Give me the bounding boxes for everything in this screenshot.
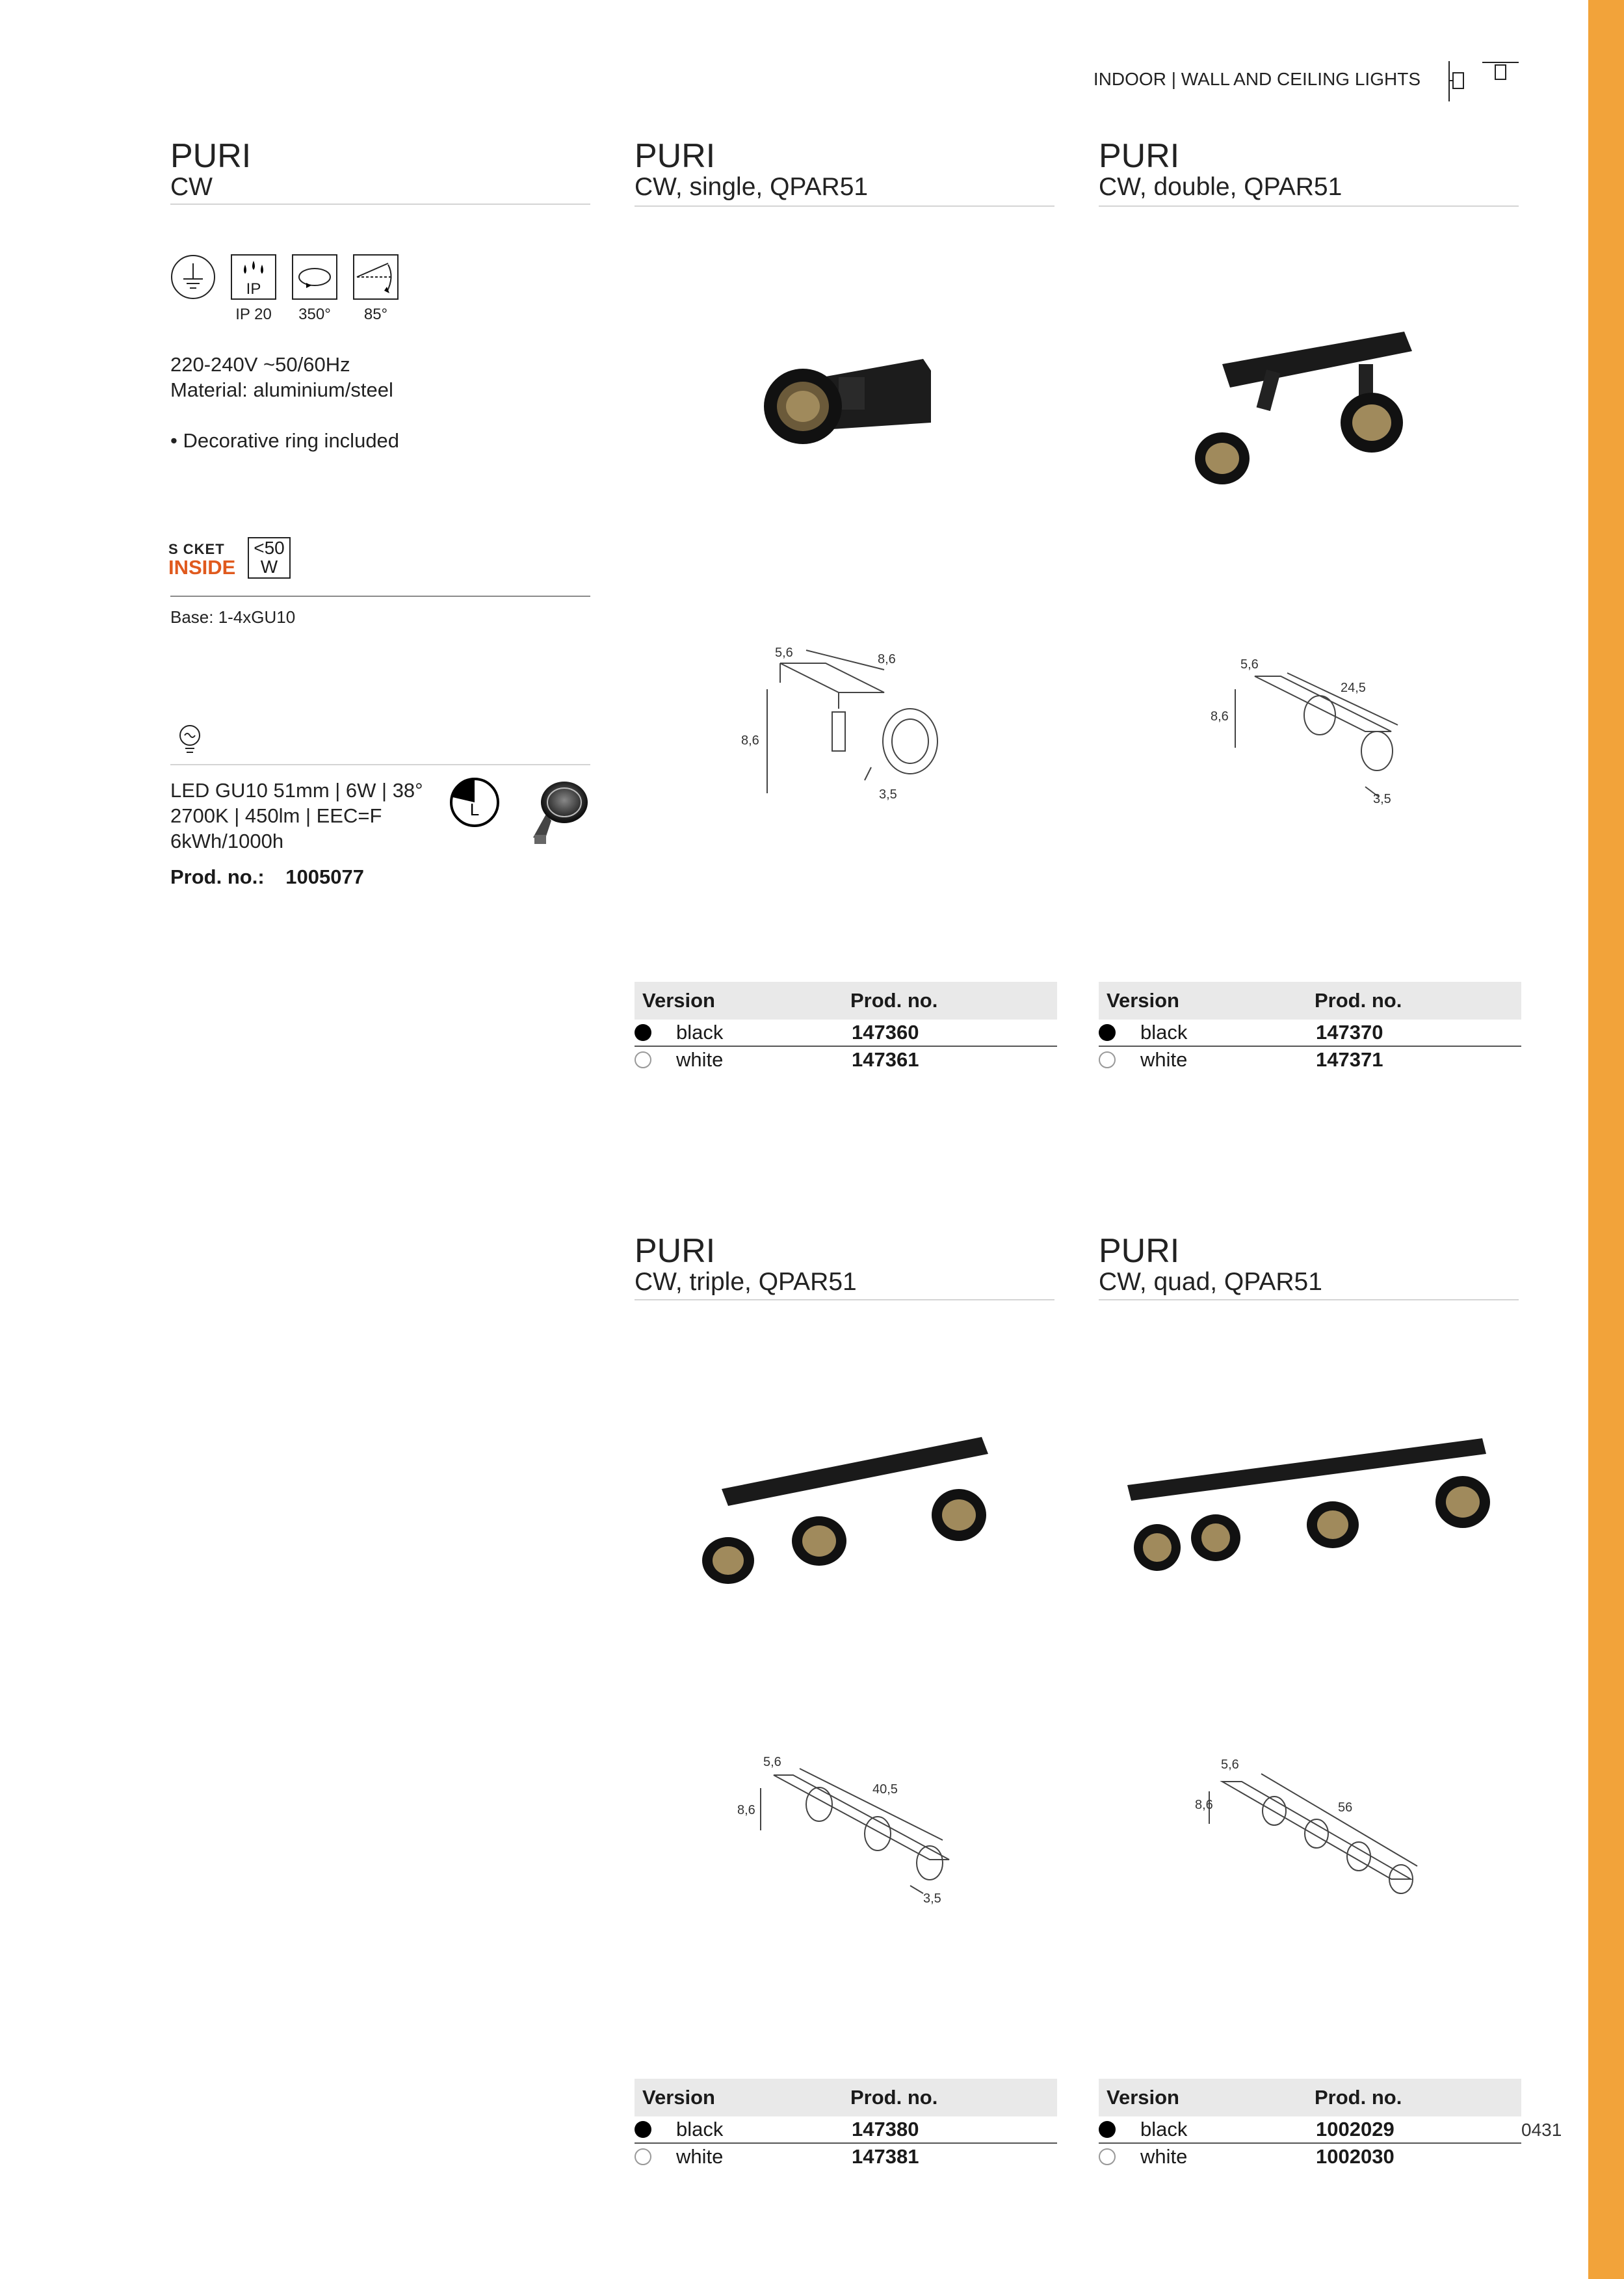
accent-side-bar xyxy=(1588,0,1624,2279)
dim-label: 5,6 xyxy=(775,646,793,660)
product-title: PURI xyxy=(635,1232,716,1270)
table-row: white 147361 xyxy=(635,1047,1057,1073)
socket-inside-logo: S CKET INSIDE xyxy=(168,541,236,579)
prod-no-value: 1005077 xyxy=(285,865,364,888)
product-heading xyxy=(1099,139,1342,200)
color-swatch-white xyxy=(1099,1051,1116,1068)
product-photo-triple xyxy=(696,1430,995,1593)
product-heading xyxy=(635,139,868,200)
tilt-icon xyxy=(353,254,399,300)
svg-text:8,6: 8,6 xyxy=(1211,709,1229,724)
product-heading xyxy=(1099,1234,1322,1295)
divider xyxy=(635,1299,1054,1300)
base-text: Base: 1-4xGU10 xyxy=(170,607,296,627)
dimension-drawing-quad xyxy=(1190,1749,1430,1912)
bulb-icon xyxy=(177,724,203,756)
table-row: white 1002030 xyxy=(1099,2144,1521,2170)
svg-text:5,6: 5,6 xyxy=(1221,1758,1239,1772)
svg-text:L: L xyxy=(469,800,480,819)
svg-text:8,6: 8,6 xyxy=(1195,1798,1213,1812)
table-header: Version Prod. no. xyxy=(1099,2079,1521,2116)
lamp-spec-3: 6kWh/1000h xyxy=(170,830,284,852)
feature-text: • Decorative ring included xyxy=(170,429,400,452)
table-row: black 147370 xyxy=(1099,1020,1521,1047)
rotation-icon xyxy=(292,254,337,300)
dim-label: 8,6 xyxy=(878,652,896,666)
page-number: 0431 xyxy=(1521,2120,1562,2140)
svg-text:3,5: 3,5 xyxy=(923,1891,941,1906)
divider xyxy=(1099,205,1519,207)
lamp-spec-2: 2700K | 450lm | EEC=F xyxy=(170,804,382,827)
table-row: white 147371 xyxy=(1099,1047,1521,1073)
protection-class-icon xyxy=(170,254,216,300)
color-swatch-white xyxy=(1099,2148,1116,2165)
divider xyxy=(635,205,1054,207)
dim-label: 3,5 xyxy=(879,787,897,802)
table-row: black 147360 xyxy=(635,1020,1057,1047)
dim-label: 8,6 xyxy=(741,733,759,748)
intro-heading xyxy=(170,139,251,200)
divider xyxy=(170,596,590,597)
version-table xyxy=(635,982,1057,1073)
product-title: PURI xyxy=(635,137,716,175)
product-title: PURI xyxy=(1099,137,1180,175)
svg-text:56: 56 xyxy=(1338,1800,1353,1815)
color-swatch-black xyxy=(1099,2121,1116,2138)
tilt-label: 85° xyxy=(363,306,388,323)
ceiling-light-icon xyxy=(1481,60,1520,86)
divider xyxy=(170,764,590,765)
svg-text:3,5: 3,5 xyxy=(1373,792,1391,806)
product-subtitle: CW, triple, QPAR51 xyxy=(635,1268,857,1296)
spec-material: Material: aluminium/steel xyxy=(170,378,393,401)
dimension-drawing-triple xyxy=(735,1749,962,1912)
product-subtitle: CW, double, QPAR51 xyxy=(1099,173,1342,201)
svg-text:5,6: 5,6 xyxy=(1240,657,1259,672)
beam-angle-icon xyxy=(449,775,501,830)
product-title: PURI xyxy=(1099,1232,1180,1270)
version-table xyxy=(635,2079,1057,2170)
table-row: white 147381 xyxy=(635,2144,1057,2170)
product-photo-single xyxy=(761,351,936,462)
svg-text:8,6: 8,6 xyxy=(737,1803,755,1817)
table-header: Version Prod. no. xyxy=(1099,982,1521,1020)
divider xyxy=(1099,1299,1519,1300)
version-table xyxy=(1099,2079,1521,2170)
svg-text:40,5: 40,5 xyxy=(872,1782,898,1797)
max-watt-box: <50 W xyxy=(248,537,291,579)
ip-label: IP 20 xyxy=(235,306,272,323)
prod-no-row xyxy=(170,865,364,889)
page-subtitle: CW xyxy=(170,173,213,201)
category-label: INDOOR | WALL AND CEILING LIGHTS xyxy=(1093,69,1421,89)
product-subtitle: CW, single, QPAR51 xyxy=(635,173,869,201)
product-subtitle: CW, quad, QPAR51 xyxy=(1099,1268,1322,1296)
color-swatch-white xyxy=(635,1051,651,1068)
table-row: black 1002029 xyxy=(1099,2116,1521,2144)
rotation-label: 350° xyxy=(298,306,331,323)
version-table xyxy=(1099,982,1521,1073)
product-photo-double xyxy=(1183,325,1424,494)
dimension-drawing-single xyxy=(735,637,956,806)
divider xyxy=(170,204,590,205)
svg-text:24,5: 24,5 xyxy=(1341,681,1366,695)
dimension-drawing-double xyxy=(1203,650,1417,813)
table-header: Version Prod. no. xyxy=(635,982,1057,1020)
spec-voltage: 220-240V ~50/60Hz xyxy=(170,353,350,376)
gu10-lamp-photo xyxy=(520,775,592,847)
prod-no-label: Prod. no.: xyxy=(170,865,265,888)
svg-text:5,6: 5,6 xyxy=(763,1755,781,1769)
table-header: Version Prod. no. xyxy=(635,2079,1057,2116)
table-row: black 147380 xyxy=(635,2116,1057,2144)
product-photo-quad xyxy=(1118,1430,1495,1580)
color-swatch-black xyxy=(1099,1024,1116,1041)
lamp-spec-1: LED GU10 51mm | 6W | 38° xyxy=(170,779,423,802)
color-swatch-black xyxy=(635,2121,651,2138)
color-swatch-white xyxy=(635,2148,651,2165)
product-heading xyxy=(635,1234,857,1295)
ip-rating-icon: IP xyxy=(231,254,276,300)
color-swatch-black xyxy=(635,1024,651,1041)
page-title: PURI xyxy=(170,137,252,175)
wall-light-icon xyxy=(1447,60,1471,103)
